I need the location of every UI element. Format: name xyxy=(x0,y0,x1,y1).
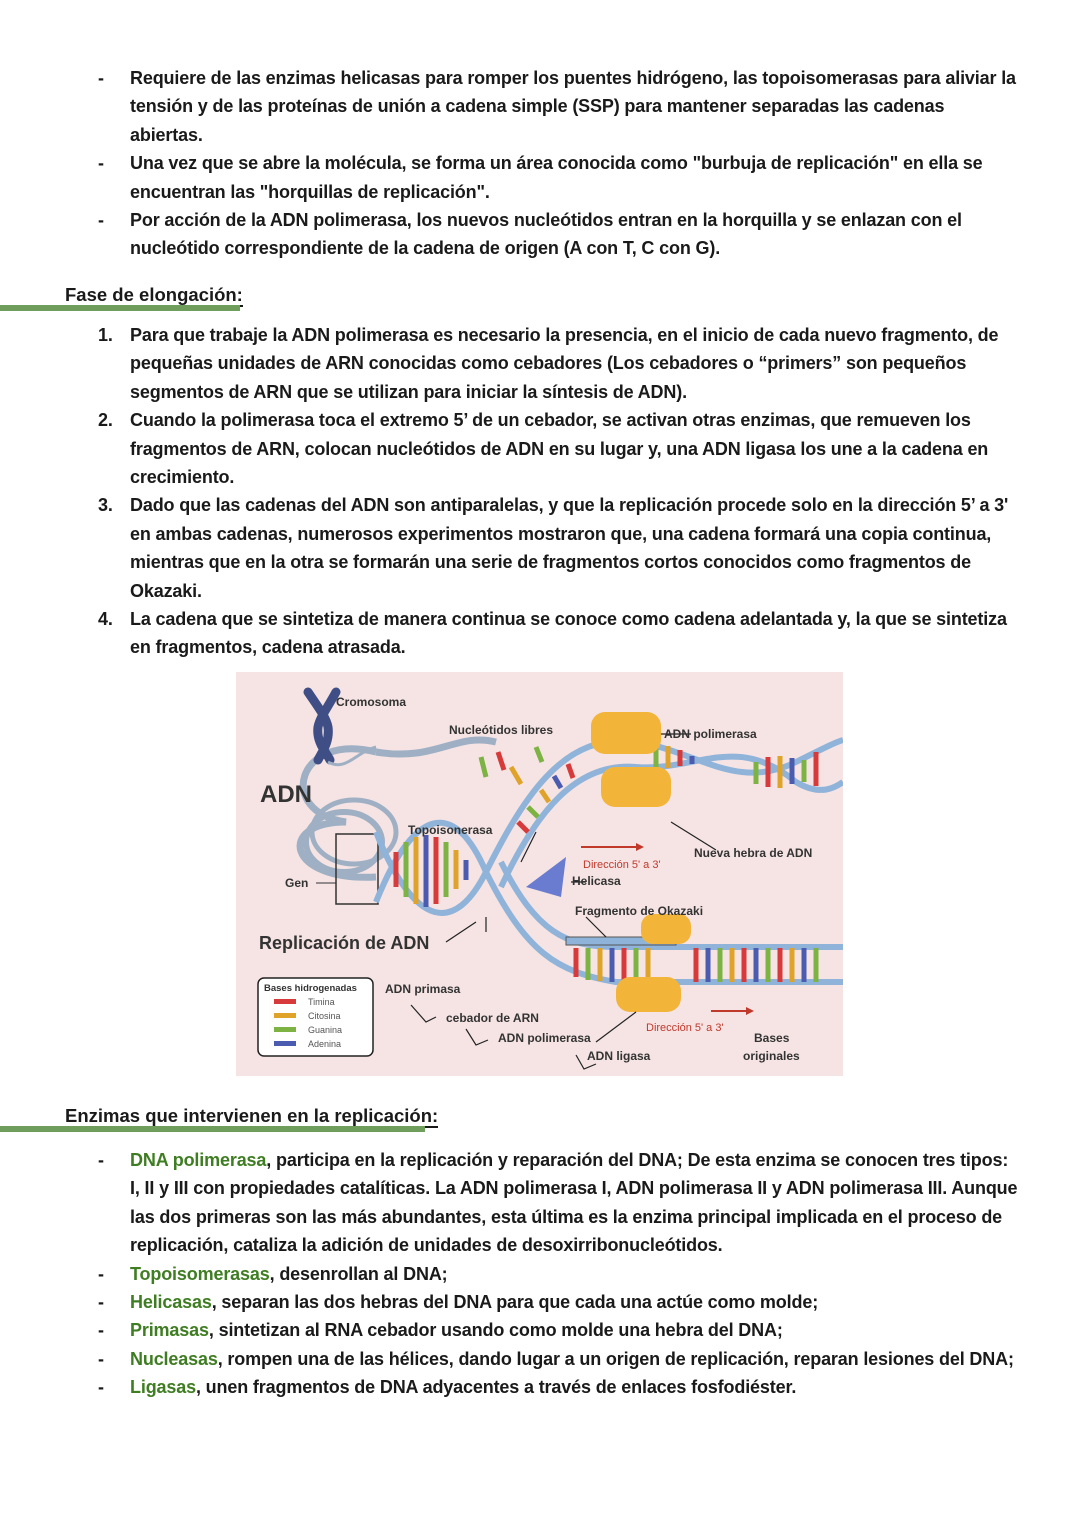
elongation-list xyxy=(98,321,1018,662)
label-nucleotidos: Nucleótidos libres xyxy=(449,723,554,737)
list-item: - DNA polimerasa, participa en la replicación y reparación del DNA; De esta enzima se conocen tres tipos: I, II y III con propiedades catalíticas. La ADN polimerasa I, ADN polimerasa II y ADN polimerasa III. Aunque las dos primeras son las más abundantes, esta última es la enzima principal implicada en el proceso de replicación, cataliza la adición de unidades de desoxirribonucleótidos. xyxy=(98,1150,1018,1256)
enzyme-term: DNA polimerasa xyxy=(130,1150,267,1170)
label-okazaki: Fragmento de Okazaki xyxy=(575,904,704,918)
dna-replication-diagram xyxy=(236,672,843,1076)
legend-item-timina: Timina xyxy=(308,997,335,1007)
diagram-svg xyxy=(236,672,843,1076)
elongation-heading: Fase de elongación: xyxy=(65,284,243,305)
list-item: 2. Cuando la polimerasa toca el extremo 5’ de un cebador, se activan otras enzimas, que remueven los fragmentos de ARN, colocan nucleótidos de ADN en su lugar y, una ADN ligasa los une a la cadena en crecimiento. xyxy=(98,410,989,488)
legend xyxy=(258,978,373,1056)
polymerase-bottom xyxy=(616,914,691,1012)
list-item: 3. Dado que las cadenas del ADN son antiparalelas, y que la replicación procede solo en la dirección 5’ a 3' en ambas cadenas, numerosos experimentos mostraron que, una cadena formará una copia continua, mientras que en la otra se formarán una serie de fragmentos cortos conocidos como fragmentos de Okazaki. xyxy=(98,495,1009,601)
legend-item-adenina: Adenina xyxy=(308,1039,342,1049)
enzyme-term: Topoisomerasas xyxy=(130,1263,270,1284)
label-adn: ADN xyxy=(260,781,312,808)
label-bases: Bases xyxy=(754,1031,790,1045)
label-cromosoma: Cromosoma xyxy=(336,695,407,709)
helicase-shape xyxy=(526,857,566,897)
label-adn-primasa: ADN primasa xyxy=(385,982,461,996)
free-nucleotides xyxy=(481,747,542,784)
heading-accent-bar xyxy=(0,305,240,311)
list-item: 4. La cadena que se sintetiza de manera continua se conoce como cadena adelantada y, la que se sintetiza en fragmentos, cadena atrasada. xyxy=(98,609,1007,658)
label-adn-ligasa: ADN ligasa xyxy=(587,1049,651,1063)
label-cebador: cebador de ARN xyxy=(446,1011,539,1025)
list-item: - Primasas, sintetizan al RNA cebador usando como molde una hebra del DNA; xyxy=(98,1320,783,1341)
intro-bullet-text: Requiere de las enzimas helicasas para romper los puentes hidrógeno, las topoisomerasas para aliviar la tensión y de las proteínas de unión a cadena simple (SSP) para mantener separadas las cadenas abiertas. xyxy=(130,68,1016,145)
list-item: - Nucleasas, rompen una de las hélices, dando lugar a un origen de replicación, reparan lesiones del DNA; xyxy=(98,1348,1014,1369)
polymerase-top xyxy=(591,712,671,807)
label-gen: Gen xyxy=(285,876,309,890)
intro-bullet-list xyxy=(98,64,1018,263)
legend-item-citosina: Citosina xyxy=(308,1011,341,1021)
list-item: 1. Para que trabaje la ADN polimerasa es necesario la presencia, en el inicio de cada nuevo fragmento, de pequeñas unidades de ARN conocidas como cebadores (Los cebadores o “primers” son pequeños segmentos de ARN que se utilizan para iniciar la síntesis de ADN). xyxy=(98,325,999,402)
list-item: - Helicasas, separan las dos hebras del DNA para que cada una actúe como molde; xyxy=(98,1292,819,1313)
label-helicasa: Helicasa xyxy=(572,874,621,888)
legend-item-guanina: Guanina xyxy=(308,1025,343,1035)
label-originales: originales xyxy=(743,1049,800,1063)
intro-bullet-text: Una vez que se abre la molécula, se forma un área conocida como "burbuja de replicación" en ella se encuentran las "horquillas de replicación". xyxy=(130,153,983,202)
label-adn-polimerasa-bottom: ADN polimerasa xyxy=(498,1031,591,1045)
list-item: - Topoisomerasas, desenrollan al DNA; xyxy=(98,1263,448,1284)
enzyme-term: Ligasas xyxy=(130,1377,196,1398)
legend-title: Bases hidrogenadas xyxy=(264,983,357,994)
enzyme-term: Helicasas xyxy=(130,1292,212,1313)
label-topoisomerasa: Topoisonerasa xyxy=(408,823,493,837)
list-item: - Por acción de la ADN polimerasa, los nuevos nucleótidos entran en la horquilla y se enlazan con el nucleótido correspondiente de la cadena de origen (A con T, C con G). xyxy=(98,210,962,259)
enzyme-term: Nucleasas xyxy=(130,1348,218,1369)
enzymes-list xyxy=(98,1146,1018,1402)
label-nueva-hebra: Nueva hebra de ADN xyxy=(694,846,813,860)
label-direccion-bottom: Dirección 5' a 3' xyxy=(646,1022,724,1034)
label-adn-polimerasa-top: ADN polimerasa xyxy=(664,727,757,741)
heading-accent-bar xyxy=(0,1126,425,1132)
list-item: - Requiere de las enzimas helicasas para romper los puentes hidrógeno, las topoisomerasas para aliviar la tensión y de las proteínas de unión a cadena simple (SSP) para mantener separadas las cadenas abiertas. xyxy=(98,68,1016,145)
intro-bullet-text: Por acción de la ADN polimerasa, los nuevos nucleótidos entran en la horquilla y se enlazan con el nucleótido correspondiente de la cadena de origen (A con T, C con G). xyxy=(130,210,962,259)
enzymes-heading: Enzimas que intervienen en la replicación: xyxy=(65,1105,439,1126)
label-direccion-top: Dirección 5' a 3' xyxy=(583,859,661,871)
label-replicacion: Replicación de ADN xyxy=(259,933,430,953)
list-item: - Ligasas, unen fragmentos de DNA adyacentes a través de enlaces fosfodiéster. xyxy=(98,1377,797,1398)
list-item: - Una vez que se abre la molécula, se forma un área conocida como "burbuja de replicación" en ella se encuentran las "horquillas de replicación". xyxy=(98,153,983,202)
enzyme-term: Primasas xyxy=(130,1320,209,1341)
